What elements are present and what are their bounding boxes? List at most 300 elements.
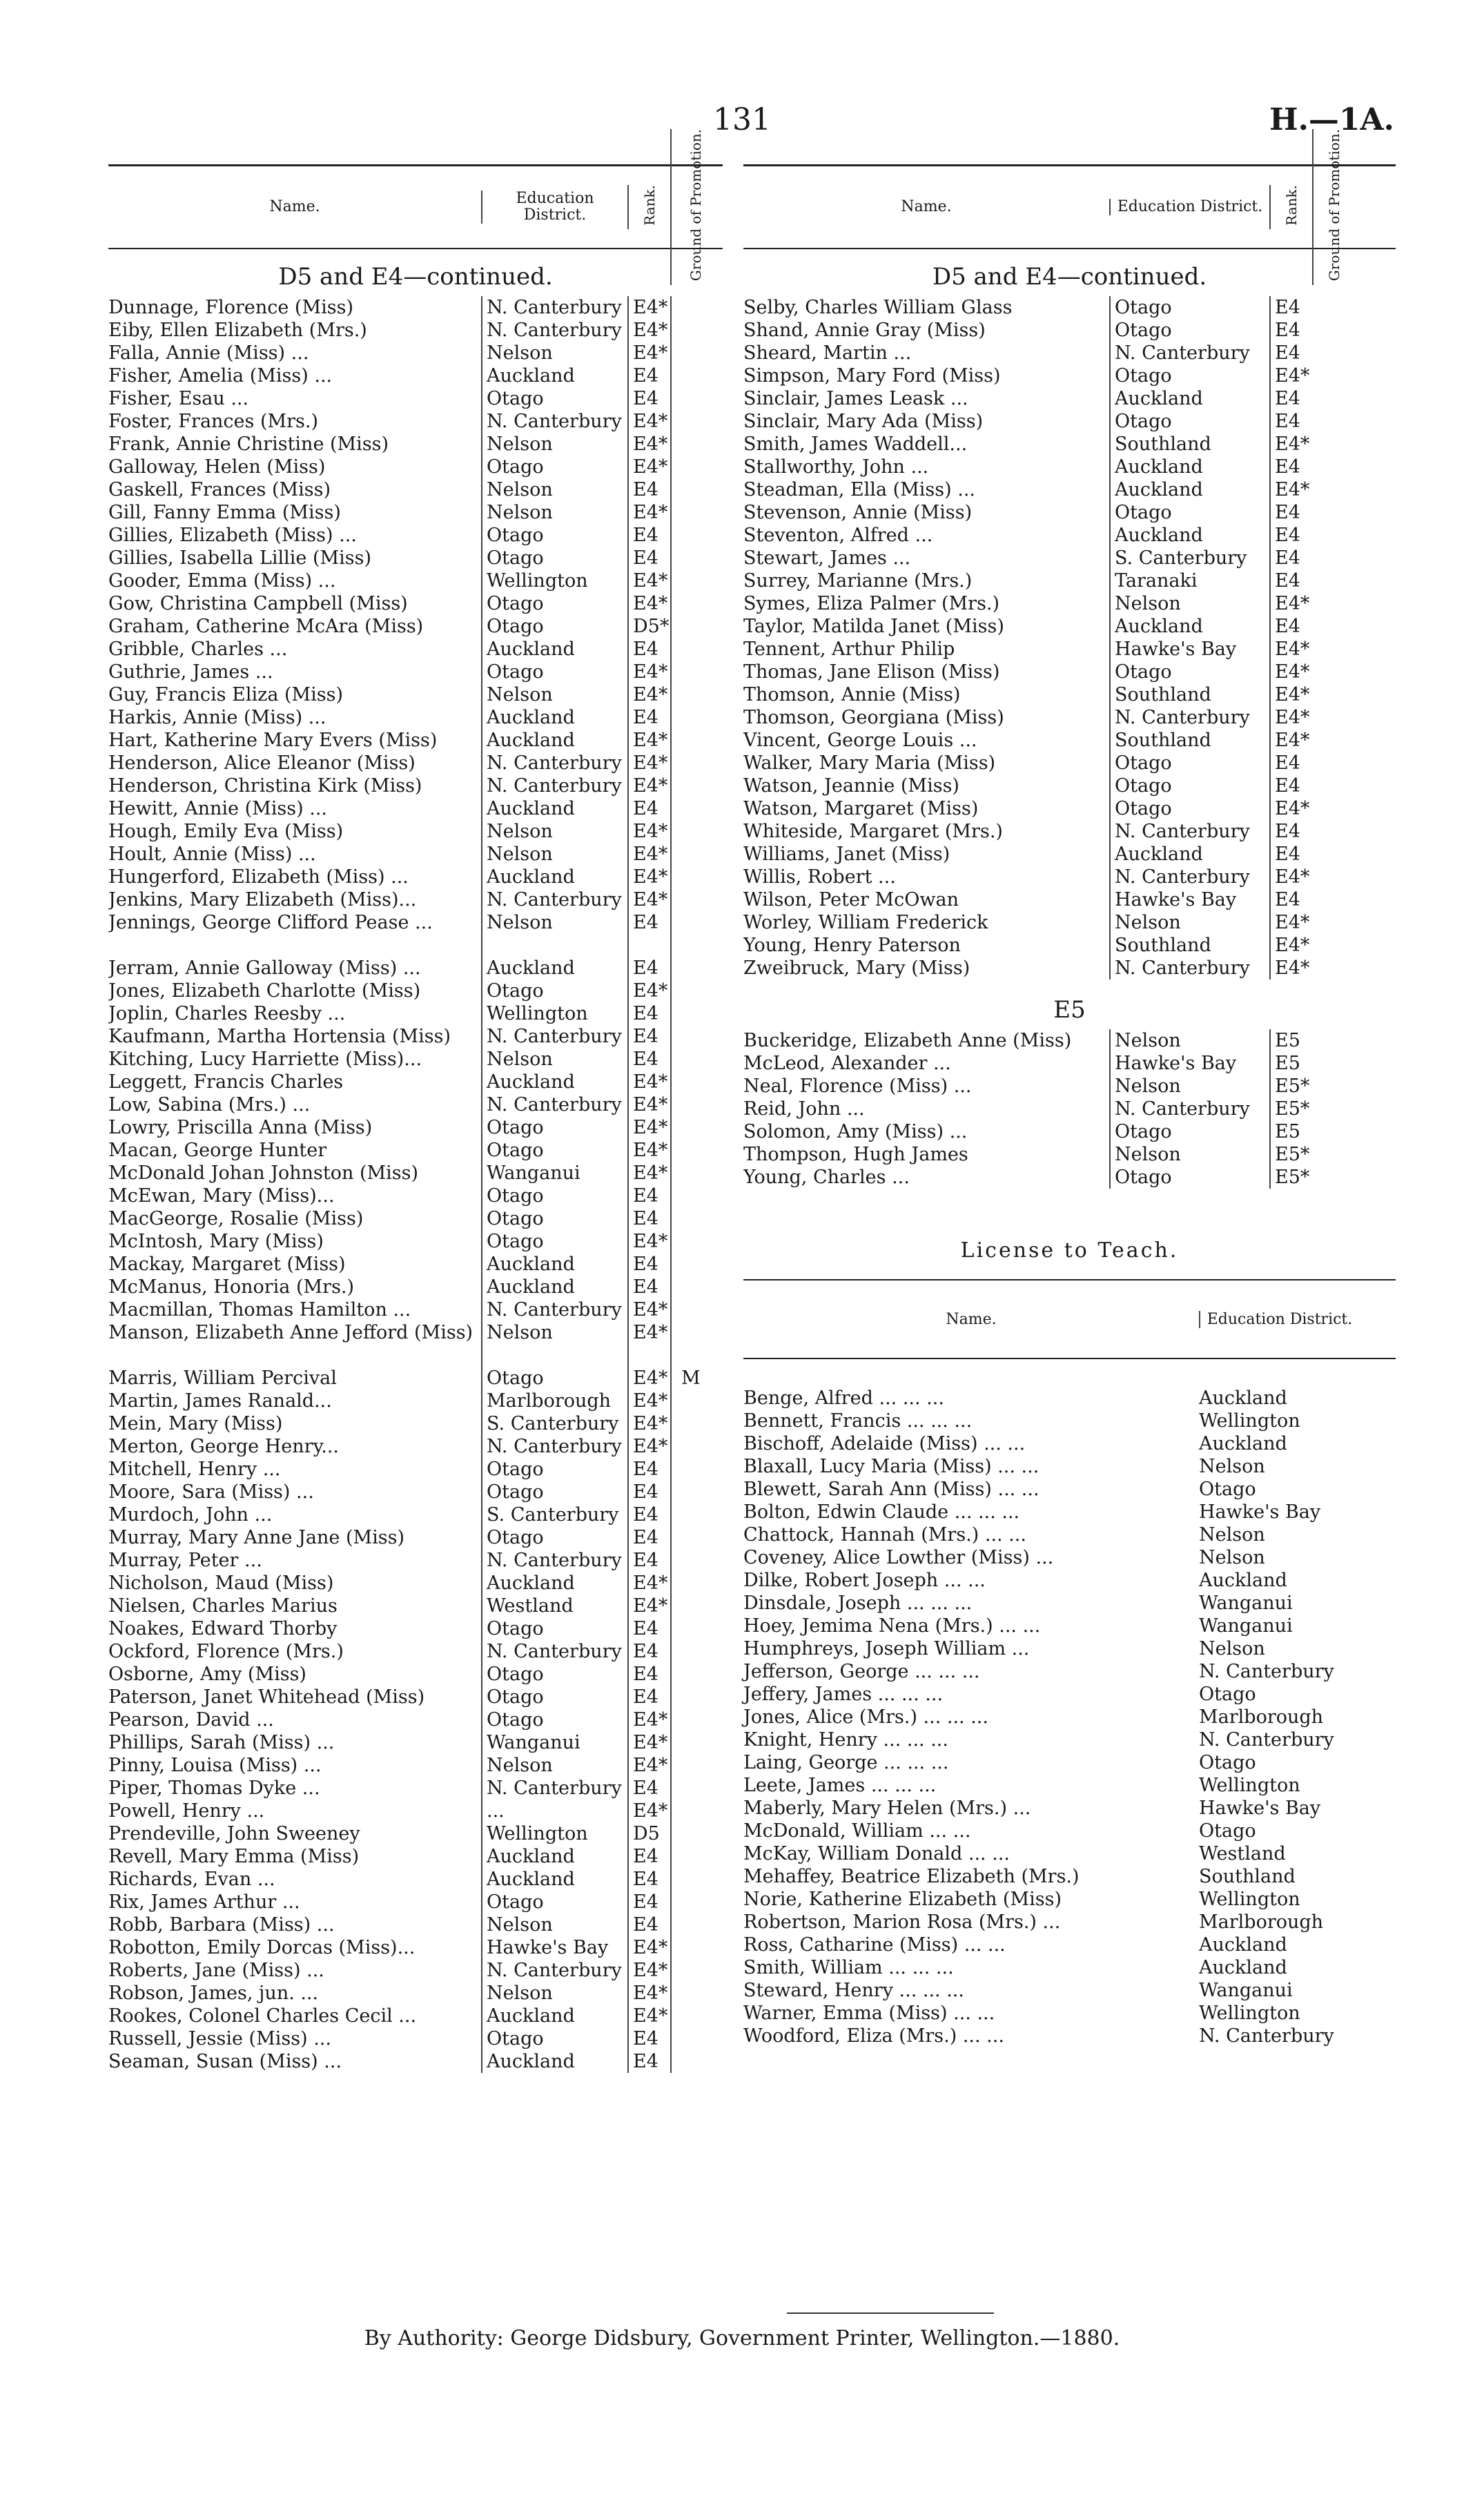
row-ground [670, 1982, 720, 2005]
table-row [108, 501, 723, 524]
table-row [108, 2027, 723, 2050]
row-district: Nelson [481, 342, 627, 364]
row-ground [670, 1708, 720, 1731]
row-rank: E4 [1269, 319, 1312, 342]
row-district: Auckland [1109, 524, 1269, 547]
row-district: Otago [481, 1663, 627, 1686]
row-name: Graham, Catherine McAra (Miss) [108, 616, 424, 637]
row-rank: E4* [1269, 866, 1312, 888]
table-row [108, 1230, 723, 1253]
row-rank: E4* [1269, 683, 1312, 706]
row-district: Otago [481, 1116, 627, 1139]
row-name: Leggett, Francis Charles [108, 1071, 344, 1093]
row-name: Russell, Jessie (Miss) ... [108, 2028, 331, 2049]
license-name: Robertson, Marion Rosa (Mrs.) ... [743, 1911, 1061, 1933]
row-district: N. Canterbury [1109, 866, 1269, 888]
row-district: Otago [481, 1708, 627, 1731]
license-row [743, 1956, 1396, 1979]
license-district: Southland [1199, 1866, 1296, 1887]
table-row [108, 706, 723, 729]
license-district: Marlborough [1199, 1706, 1324, 1728]
table-row [743, 752, 1396, 775]
row-rank: E4* [627, 820, 670, 843]
row-district: Hawke's Bay [481, 1936, 627, 1959]
license-name: Jeffery, James ... ... ... [743, 1684, 944, 1705]
row-rank: E4* [627, 1982, 670, 2005]
table-row [108, 1139, 723, 1162]
row-ground [670, 1002, 720, 1025]
license-name: Bolton, Edwin Claude ... ... ... [743, 1501, 1020, 1523]
table-row [108, 2050, 723, 2073]
row-name: McIntosh, Mary (Miss) [108, 1231, 324, 1252]
row-ground [670, 683, 720, 706]
row-name: Williams, Janet (Miss) [743, 844, 950, 865]
row-name: Gillies, Isabella Lillie (Miss) [108, 547, 372, 569]
district-header: Education District. [481, 191, 627, 224]
license-name: Dinsdale, Joseph ... ... ... [743, 1593, 973, 1614]
row-name: Young, Henry Paterson [743, 935, 961, 956]
row-district: Wanganui [481, 1162, 627, 1185]
row-rank: E4 [627, 1481, 670, 1503]
row-district: Auckland [481, 706, 627, 729]
table-row [108, 1913, 723, 1936]
row-district: Otago [481, 1139, 627, 1162]
row-rank: E4 [627, 911, 670, 957]
row-rank: E4* [1269, 478, 1312, 501]
row-district: Otago [481, 1458, 627, 1481]
row-district: Auckland [481, 957, 627, 980]
row-ground [670, 1458, 720, 1481]
license-row [743, 1774, 1396, 1797]
row-rank: E4* [627, 1435, 670, 1458]
table-row [743, 934, 1396, 957]
table-row [108, 1048, 723, 1071]
license-district: N. Canterbury [1199, 1661, 1334, 1682]
row-name: Gaskell, Frances (Miss) [108, 479, 331, 500]
row-district: Auckland [1109, 387, 1269, 410]
table-row [108, 775, 723, 797]
row-rank: E5 [1269, 1120, 1312, 1143]
table-row [108, 957, 723, 980]
row-ground [670, 1617, 720, 1640]
table-row [108, 547, 723, 569]
row-name: Foster, Frances (Mrs.) [108, 411, 319, 432]
right-section-title: D5 and E4—continued. [932, 263, 1207, 291]
row-name: Martin, James Ranald... [108, 1390, 332, 1412]
row-rank: E4 [1269, 524, 1312, 547]
row-district: Otago [1109, 775, 1269, 797]
row-ground [670, 410, 720, 433]
table-row [743, 501, 1396, 524]
row-name: Moore, Sara (Miss) ... [108, 1481, 314, 1503]
license-row [743, 1432, 1396, 1455]
row-ground [670, 1390, 720, 1412]
row-rank: E5* [1269, 1143, 1312, 1166]
table-row [743, 820, 1396, 843]
row-district: Otago [1109, 752, 1269, 775]
table-row [108, 1276, 723, 1298]
row-rank: E4 [1269, 752, 1312, 775]
row-district: Nelson [481, 478, 627, 501]
row-rank: E4 [627, 1549, 670, 1572]
table-row [108, 1071, 723, 1093]
row-ground [670, 1435, 720, 1458]
row-rank: E4* [627, 683, 670, 706]
row-rank: E4* [627, 501, 670, 524]
row-name: Zweibruck, Mary (Miss) [743, 957, 970, 979]
row-rank: E4* [627, 569, 670, 592]
row-rank: E4* [627, 1093, 670, 1116]
table-row [108, 1982, 723, 2005]
license-district: Nelson [1199, 1638, 1265, 1659]
table-row [108, 1595, 723, 1617]
row-rank: E4* [627, 319, 670, 342]
row-ground [670, 547, 720, 569]
license-name: Woodford, Eliza (Mrs.) ... ... [743, 2025, 1004, 2047]
license-district: Auckland [1199, 1387, 1287, 1409]
row-name: Wilson, Peter McOwan [743, 889, 959, 910]
row-district: S. Canterbury [481, 1412, 627, 1435]
row-district: Otago [1109, 296, 1269, 319]
row-district: S. Canterbury [1109, 547, 1269, 569]
table-row [108, 524, 723, 547]
row-name: Stewart, James ... [743, 547, 911, 569]
row-rank: E4* [627, 661, 670, 683]
row-district: Auckland [481, 2050, 627, 2073]
license-row [743, 1592, 1396, 1615]
row-district: N. Canterbury [481, 752, 627, 775]
table-row [743, 1052, 1396, 1075]
table-row [743, 638, 1396, 661]
row-name: MacGeorge, Rosalie (Miss) [108, 1208, 364, 1229]
row-rank: E4* [1269, 729, 1312, 752]
row-district: Nelson [481, 1048, 627, 1071]
row-rank: E4* [1269, 364, 1312, 387]
row-name: Thompson, Hugh James [743, 1144, 968, 1165]
license-row [743, 1455, 1396, 1478]
row-ground [670, 843, 720, 866]
left-section-title: D5 and E4—continued. [278, 263, 553, 291]
row-district: Nelson [1109, 592, 1269, 615]
license-district: N. Canterbury [1199, 2025, 1334, 2047]
license-name: Hoey, Jemima Nena (Mrs.) ... ... [743, 1615, 1041, 1637]
row-rank: E4 [627, 1845, 670, 1868]
row-name: Hart, Katherine Mary Evers (Miss) [108, 730, 438, 751]
table-row [108, 1777, 723, 1800]
license-row [743, 1751, 1396, 1774]
row-name: Sinclair, Mary Ada (Miss) [743, 411, 984, 432]
row-name: Henderson, Christina Kirk (Miss) [108, 775, 422, 797]
table-row [108, 1412, 723, 1435]
row-district: Nelson [481, 1321, 627, 1367]
table-row [743, 456, 1396, 478]
row-name: Pinny, Louisa (Miss) ... [108, 1755, 322, 1776]
row-district: Otago [481, 1367, 627, 1390]
row-district: N. Canterbury [481, 1298, 627, 1321]
row-name: Galloway, Helen (Miss) [108, 456, 326, 478]
row-ground [670, 1913, 720, 1936]
row-district: N. Canterbury [481, 410, 627, 433]
table-row [743, 866, 1396, 888]
table-row [108, 1253, 723, 1276]
row-name: Robson, James, jun. ... [108, 1983, 319, 2004]
row-name: McEwan, Mary (Miss)... [108, 1185, 335, 1207]
row-district: N. Canterbury [481, 1640, 627, 1663]
row-rank: E4* [627, 1367, 670, 1390]
row-rank: E4* [627, 775, 670, 797]
row-district: Southland [1109, 683, 1269, 706]
license-district: Auckland [1199, 1433, 1287, 1454]
license-district: Wellington [1199, 1775, 1300, 1796]
row-ground [670, 1663, 720, 1686]
row-name: Surrey, Marianne (Mrs.) [743, 570, 973, 592]
row-rank: E4* [1269, 433, 1312, 456]
row-district: Otago [1109, 501, 1269, 524]
row-rank: E4 [627, 364, 670, 387]
row-district: N. Canterbury [481, 296, 627, 319]
row-rank: E4* [627, 888, 670, 911]
license-district: Nelson [1199, 1547, 1265, 1568]
row-name: Stallworthy, John ... [743, 456, 929, 478]
license-row [743, 1706, 1396, 1728]
row-district: Otago [481, 1185, 627, 1207]
row-district: Nelson [481, 433, 627, 456]
rank-header: Rank. [1269, 185, 1312, 230]
row-rank: E4 [627, 387, 670, 410]
row-ground [670, 1845, 720, 1868]
row-rank: E4 [627, 524, 670, 547]
license-name: Bischoff, Adelaide (Miss) ... ... [743, 1433, 1026, 1454]
row-name: Murray, Peter ... [108, 1550, 262, 1571]
table-row [743, 843, 1396, 866]
table-row [108, 683, 723, 706]
row-district: N. Canterbury [1109, 957, 1269, 980]
table-row [743, 524, 1396, 547]
row-rank: E4 [627, 1891, 670, 1913]
row-district: Otago [481, 456, 627, 478]
license-district: Westland [1199, 1843, 1286, 1864]
row-rank: E4 [627, 1868, 670, 1891]
row-district: N. Canterbury [481, 1093, 627, 1116]
row-district: Auckland [1109, 478, 1269, 501]
row-district: Otago [1109, 1166, 1269, 1189]
row-name: Young, Charles ... [743, 1167, 910, 1188]
row-district: N. Canterbury [481, 888, 627, 911]
row-ground [670, 911, 720, 957]
table-row [108, 364, 723, 387]
row-rank: E4* [627, 1230, 670, 1253]
license-district: Otago [1199, 1684, 1256, 1705]
row-district: Nelson [1109, 1143, 1269, 1166]
table-row [108, 1868, 723, 1891]
row-rank: E5* [1269, 1075, 1312, 1098]
row-rank: E5 [1269, 1052, 1312, 1075]
row-name: Worley, William Frederick [743, 912, 988, 933]
license-district: N. Canterbury [1199, 1729, 1334, 1751]
row-district: Westland [481, 1595, 627, 1617]
row-district: Auckland [481, 866, 627, 888]
row-name: Smith, James Waddell... [743, 434, 968, 455]
row-rank: E4* [627, 1800, 670, 1822]
row-ground [670, 1891, 720, 1913]
row-ground [670, 1071, 720, 1093]
license-district: Otago [1199, 1479, 1256, 1500]
row-ground [670, 1048, 720, 1071]
row-ground [670, 592, 720, 615]
row-district: Otago [481, 1526, 627, 1549]
row-name: Kitching, Lucy Harriette (Miss)... [108, 1049, 422, 1070]
table-row [108, 1025, 723, 1048]
table-row [108, 1731, 723, 1754]
row-district: Nelson [481, 1982, 627, 2005]
row-name: Rookes, Colonel Charles Cecil ... [108, 2005, 417, 2027]
license-name-header: Name. [946, 1310, 997, 1328]
license-district-header: Education District. [1199, 1311, 1359, 1328]
row-district: Otago [1109, 797, 1269, 820]
row-name: Hoult, Annie (Miss) ... [108, 844, 316, 865]
license-row [743, 1569, 1396, 1592]
row-rank: E4 [627, 706, 670, 729]
row-rank: E4* [627, 1936, 670, 1959]
row-rank: E4* [627, 1321, 670, 1367]
license-name: Knight, Henry ... ... ... [743, 1729, 948, 1751]
right-rows [743, 296, 1396, 980]
row-district: Nelson [1109, 1075, 1269, 1098]
table-row [108, 1686, 723, 1708]
row-ground [670, 342, 720, 364]
rank-header: Rank. [627, 185, 670, 230]
row-rank: E4 [1269, 410, 1312, 433]
row-name: Falla, Annie (Miss) ... [108, 342, 309, 364]
row-ground [670, 364, 720, 387]
row-district: Otago [481, 1617, 627, 1640]
row-name: McLeod, Alexander ... [743, 1053, 951, 1074]
row-ground [670, 866, 720, 888]
license-row [743, 1797, 1396, 1820]
row-rank: E4 [1269, 456, 1312, 478]
row-name: Fisher, Esau ... [108, 388, 249, 409]
row-ground [670, 752, 720, 775]
license-row [743, 1501, 1396, 1523]
row-rank: E4* [1269, 638, 1312, 661]
row-rank: E4 [627, 1686, 670, 1708]
row-district: Nelson [481, 911, 627, 957]
row-rank: E4 [1269, 888, 1312, 911]
row-rank: D5 [627, 1822, 670, 1845]
row-district: Nelson [481, 1754, 627, 1777]
row-rank: E4 [627, 2050, 670, 2073]
row-district: Otago [1109, 661, 1269, 683]
license-row [743, 2025, 1396, 2047]
row-district: Wellington [481, 569, 627, 592]
row-name: Steadman, Ella (Miss) ... [743, 479, 976, 500]
row-rank: E4* [627, 1412, 670, 1435]
row-district: Otago [481, 547, 627, 569]
row-name: Manson, Elizabeth Anne Jefford (Miss) [108, 1322, 473, 1343]
license-name: Mehaffey, Beatrice Elizabeth (Mrs.) [743, 1866, 1080, 1887]
row-district: Otago [481, 592, 627, 615]
row-rank: E4 [627, 1458, 670, 1481]
row-rank: E4 [1269, 775, 1312, 797]
row-rank: E4* [627, 1139, 670, 1162]
document-code: H.—1A. [1269, 102, 1394, 137]
row-district: Auckland [481, 364, 627, 387]
row-name: Reid, John ... [743, 1098, 865, 1120]
table-row [743, 387, 1396, 410]
license-name: Leete, James ... ... ... [743, 1775, 937, 1796]
row-rank: E4 [627, 957, 670, 980]
row-district: Otago [481, 1891, 627, 1913]
row-ground [670, 433, 720, 456]
license-name: Blaxall, Lucy Maria (Miss) ... ... [743, 1456, 1039, 1477]
row-ground [670, 296, 720, 319]
row-name: Revell, Mary Emma (Miss) [108, 1846, 360, 1867]
table-row [743, 319, 1396, 342]
table-row [108, 797, 723, 820]
table-row [108, 661, 723, 683]
row-name: Piper, Thomas Dyke ... [108, 1778, 320, 1799]
row-ground [670, 1549, 720, 1572]
table-row [743, 911, 1396, 934]
row-district: Otago [481, 661, 627, 683]
license-row [743, 2002, 1396, 2025]
row-name: Watson, Margaret (Miss) [743, 798, 979, 819]
row-rank: E4* [1269, 957, 1312, 980]
row-rank: E4* [627, 843, 670, 866]
row-name: Joplin, Charles Reesby ... [108, 1003, 346, 1024]
row-name: Henderson, Alice Eleanor (Miss) [108, 752, 416, 774]
license-row [743, 1523, 1396, 1546]
row-ground [670, 387, 720, 410]
row-ground [670, 478, 720, 501]
row-name: Osborne, Amy (Miss) [108, 1664, 306, 1685]
row-rank: E4 [1269, 615, 1312, 638]
row-district: Wellington [481, 1002, 627, 1025]
row-ground [670, 1595, 720, 1617]
row-name: Frank, Annie Christine (Miss) [108, 434, 389, 455]
row-name: Harkis, Annie (Miss) ... [108, 707, 326, 728]
row-ground [670, 1686, 720, 1708]
row-name: Robotton, Emily Dorcas (Miss)... [108, 1937, 416, 1958]
table-row [743, 364, 1396, 387]
license-name: Maberly, Mary Helen (Mrs.) ... [743, 1798, 1031, 1819]
license-row [743, 1478, 1396, 1501]
license-row [743, 1410, 1396, 1432]
license-header [743, 1279, 1396, 1359]
table-row [108, 638, 723, 661]
row-ground [670, 1276, 720, 1298]
row-district: Hawke's Bay [1109, 638, 1269, 661]
license-name: Dilke, Robert Joseph ... ... [743, 1570, 986, 1591]
row-ground [670, 524, 720, 547]
row-rank: E4 [627, 1526, 670, 1549]
table-row [108, 478, 723, 501]
row-rank: E4 [1269, 820, 1312, 843]
table-row [743, 729, 1396, 752]
table-row [108, 387, 723, 410]
table-row [108, 843, 723, 866]
row-rank: E4* [1269, 706, 1312, 729]
row-name: Marris, William Percival [108, 1367, 337, 1389]
row-district: Otago [1109, 364, 1269, 387]
row-rank: E4 [627, 1276, 670, 1298]
license-name: Humphreys, Joseph William ... [743, 1638, 1030, 1659]
row-district: Auckland [1109, 615, 1269, 638]
row-ground [670, 1481, 720, 1503]
license-name: Warner, Emma (Miss) ... ... [743, 2003, 995, 2024]
row-rank: E4* [627, 1390, 670, 1412]
license-row [743, 1979, 1396, 2002]
